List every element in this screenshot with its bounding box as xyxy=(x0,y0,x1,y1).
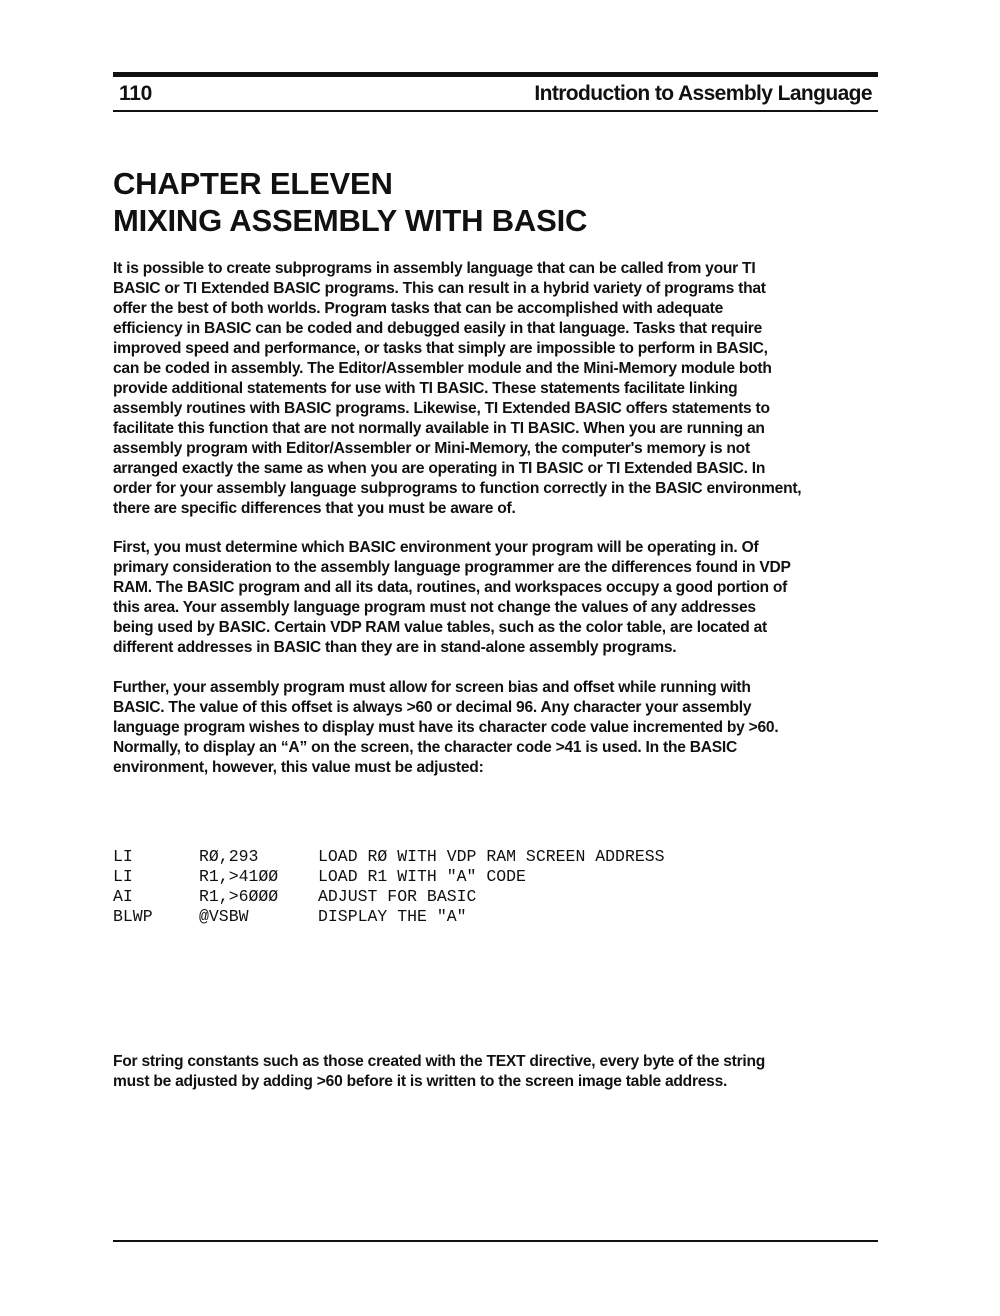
text-line: provide additional statements for use with TI BASIC. These statements facilitate linking xyxy=(113,380,738,397)
code-comment: LOAD R1 WITH "A" CODE xyxy=(318,867,526,886)
text-line: BASIC or TI Extended BASIC programs. This can result in a hybrid variety of programs that xyxy=(113,280,766,297)
footer-rule xyxy=(113,1240,878,1242)
text-line: different addresses in BASIC than they are in stand-alone assembly programs. xyxy=(113,639,677,656)
code-operand: R1,>6ØØØ xyxy=(199,887,279,906)
chapter-title xyxy=(113,165,587,239)
code-opcode: BLWP xyxy=(113,907,153,926)
text-line: RAM. The BASIC program and all its data, routines, and workspaces occupy a good portion of xyxy=(113,579,788,596)
code-opcode: AI xyxy=(113,887,133,906)
code-listing xyxy=(113,847,665,927)
text-line: efficiency in BASIC can be coded and debugged easily in that language. Tasks that require xyxy=(113,320,763,337)
chapter-name: MIXING ASSEMBLY WITH BASIC xyxy=(113,203,588,238)
text-line: primary consideration to the assembly language programmer are the differences found in VDP xyxy=(113,559,791,576)
text-line: BASIC. The value of this offset is always >60 or decimal 96. Any character your assembly xyxy=(113,699,752,716)
code-comment: ADJUST FOR BASIC xyxy=(318,887,477,906)
code-opcode: LI xyxy=(113,867,133,886)
paragraph-screen-bias xyxy=(113,678,903,778)
text-line: assembly routines with BASIC programs. Likewise, TI Extended BASIC offers statements to xyxy=(113,400,770,417)
paragraph-string-constants xyxy=(113,1052,903,1092)
text-line: assembly program with Editor/Assembler or Mini-Memory, the computer's memory is not xyxy=(113,440,750,457)
text-line: there are specific differences that you must be aware of. xyxy=(113,500,516,517)
text-line: must be adjusted by adding >60 before it is written to the screen image table address. xyxy=(113,1073,728,1090)
text-line: arranged exactly the same as when you are operating in TI BASIC or TI Extended BASIC. In xyxy=(113,460,766,477)
code-operand: @VSBW xyxy=(199,907,249,926)
text-line: Further, your assembly program must allow for screen bias and offset while running with xyxy=(113,679,751,696)
text-line: language program wishes to display must have its character code value incremented by >60. xyxy=(113,719,779,736)
text-line: improved speed and performance, or tasks that simply are impossible to perform in BASIC, xyxy=(113,340,768,357)
page-number: 110 xyxy=(119,82,152,105)
text-line: can be coded in assembly. The Editor/Assembler module and the Mini-Memory module both xyxy=(113,360,772,377)
text-line: It is possible to create subprograms in assembly language that can be called from your TI xyxy=(113,260,756,277)
paragraph-vdp-ram xyxy=(113,538,903,658)
code-line xyxy=(113,907,467,927)
text-line: being used by BASIC. Certain VDP RAM value tables, such as the color table, are located at xyxy=(113,619,767,636)
text-line: For string constants such as those created with the TEXT directive, every byte of the string xyxy=(113,1053,766,1070)
code-line xyxy=(113,847,665,867)
code-comment: DISPLAY THE "A" xyxy=(318,907,467,926)
chapter-number: CHAPTER ELEVEN xyxy=(113,166,393,201)
text-line: facilitate this function that are not normally available in TI BASIC. When you are running an xyxy=(113,420,765,437)
text-line: Normally, to display an “A” on the screen, the character code >41 is used. In the BASIC xyxy=(113,739,737,756)
code-operand: RØ,293 xyxy=(199,847,259,866)
running-title: Introduction to Assembly Language xyxy=(534,82,872,105)
code-operand: R1,>41ØØ xyxy=(199,867,279,886)
text-line: this area. Your assembly language program must not change the values of any addresses xyxy=(113,599,756,616)
paragraph-intro xyxy=(113,259,903,519)
header-top-rule xyxy=(113,72,878,77)
page-header xyxy=(113,82,878,112)
text-line: offer the best of both worlds. Program tasks that can be accomplished with adequate xyxy=(113,300,724,317)
text-line: First, you must determine which BASIC environment your program will be operating in. Of xyxy=(113,539,759,556)
text-line: environment, however, this value must be adjusted: xyxy=(113,759,484,776)
code-opcode: LI xyxy=(113,847,133,866)
code-line xyxy=(113,887,477,907)
code-line xyxy=(113,867,526,887)
text-line: order for your assembly language subprograms to function correctly in the BASIC environment, xyxy=(113,480,802,497)
code-comment: LOAD RØ WITH VDP RAM SCREEN ADDRESS xyxy=(318,847,665,866)
